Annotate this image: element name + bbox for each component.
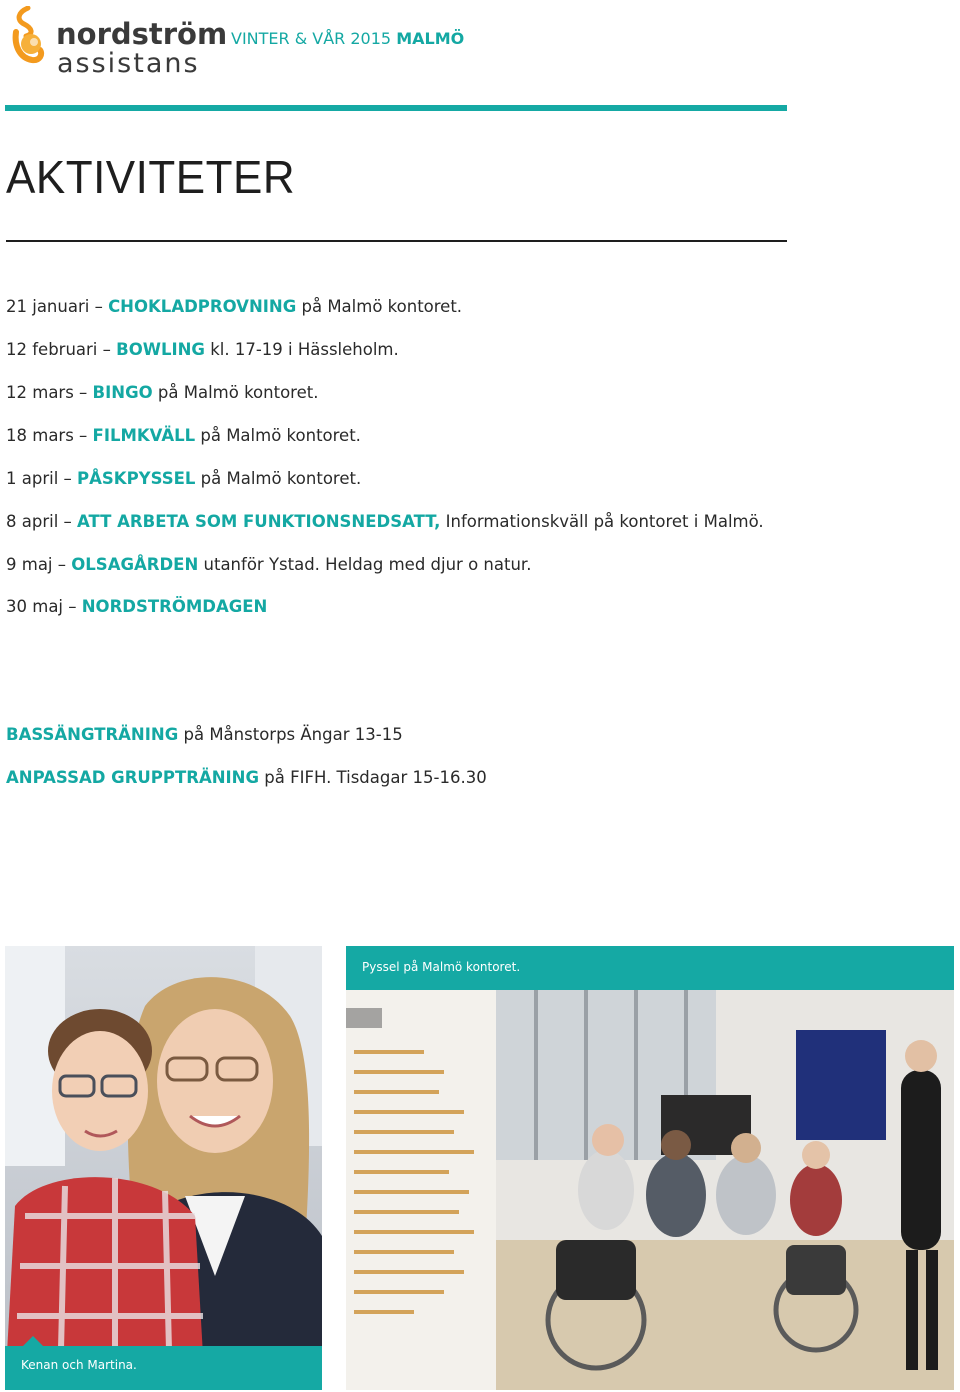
season-label	[231, 29, 464, 48]
season-city: MALMÖ	[396, 29, 465, 48]
page-title: AKTIVITETER	[6, 152, 296, 204]
photo-caption-right: Pyssel på Malmö kontoret.	[362, 960, 521, 974]
list-item: 21 januari – CHOKLADPROVNING på Malmö kontoret.	[6, 297, 463, 316]
list-item: 9 maj – OLSAGÅRDEN utanför Ystad. Heldag med djur o natur.	[6, 555, 532, 574]
list-item: 18 mars – FILMKVÄLL på Malmö kontoret.	[6, 426, 361, 445]
caption-notch	[23, 1336, 43, 1346]
list-item: 12 mars – BINGO på Malmö kontoret.	[6, 383, 319, 402]
list-item: 30 maj – NORDSTRÖMDAGEN	[6, 597, 268, 616]
brand-subtitle: assistans	[57, 48, 200, 79]
list-item: 1 april – PÅSKPYSSEL på Malmö kontoret.	[6, 469, 362, 488]
photo-caption-left: Kenan och Martina.	[21, 1358, 137, 1372]
recurring-item: BASSÄNGTRÄNING på Månstorps Ängar 13-15	[6, 725, 403, 744]
photo-kenan-martina	[5, 946, 322, 1390]
photo-malmo-office	[346, 946, 954, 1390]
title-rule	[6, 240, 787, 242]
caption-bar-left	[5, 1346, 322, 1390]
photo-illustration	[346, 990, 954, 1390]
photo-illustration	[5, 946, 322, 1390]
recurring-item: ANPASSAD GRUPPTRÄNING på FIFH. Tisdagar 15-16.30	[6, 768, 487, 787]
header-rule	[5, 105, 787, 111]
brand-name: nordström	[56, 17, 228, 51]
nordstrom-logo-icon	[10, 6, 46, 64]
list-item: 12 februari – BOWLING kl. 17-19 i Hässleholm.	[6, 340, 399, 359]
caption-bar-right	[346, 946, 954, 990]
season-text: VINTER & VÅR 2015	[231, 29, 392, 48]
list-item: 8 april – ATT ARBETA SOM FUNKTIONSNEDSATT, Informationskväll på kontoret i Malmö.	[6, 512, 764, 531]
